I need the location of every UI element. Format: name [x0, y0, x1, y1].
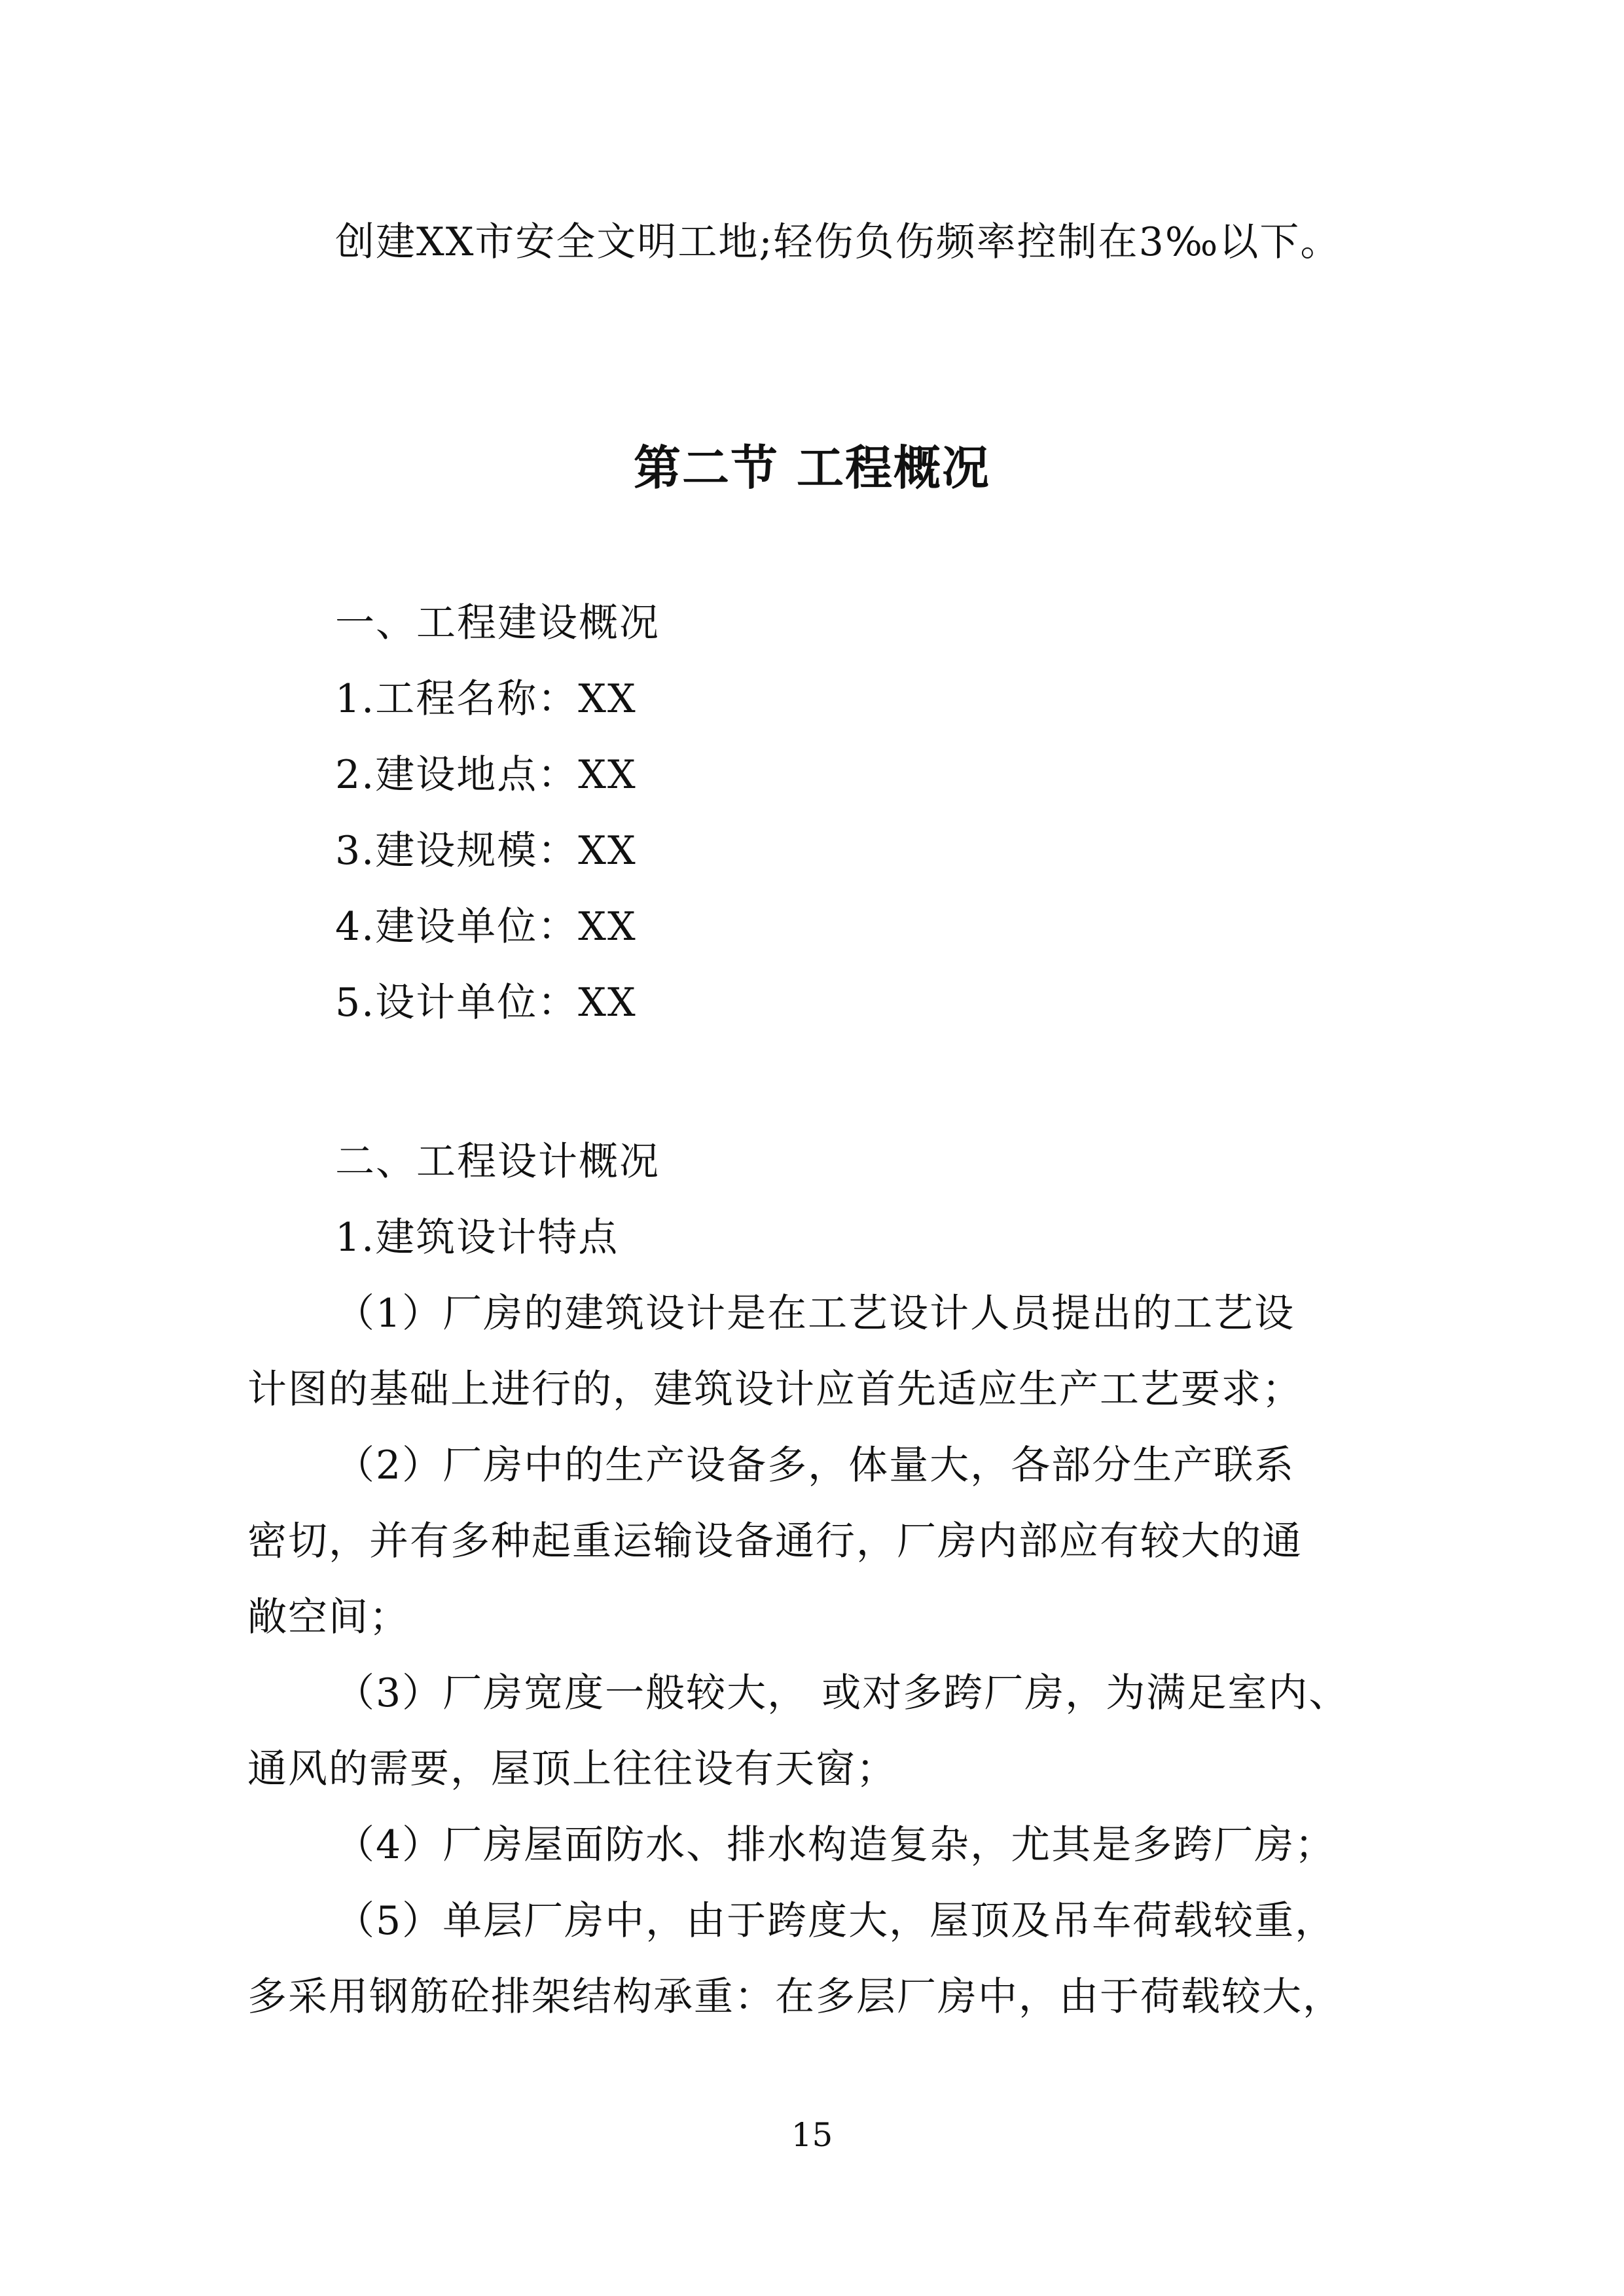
part1-item-3: 3.建设规模：XX — [335, 828, 637, 874]
page-number: 15 — [791, 2116, 833, 2154]
paragraph-line: 多采用钢筋砼排架结构承重：在多层厂房中，由于荷载较大， — [247, 1974, 1343, 2020]
part1-item-5: 5.设计单位：XX — [335, 980, 637, 1026]
part1-heading: 一、工程建设概况 — [335, 600, 660, 646]
part2-subheading: 1.建筑设计特点 — [335, 1215, 619, 1261]
section-title: 第二节 工程概况 — [633, 440, 991, 495]
part1-item-2: 2.建设地点：XX — [335, 752, 637, 798]
paragraph-line: （3）厂房宽度一般较大， 或对多跨厂房，为满足室内、 — [335, 1670, 1350, 1716]
paragraph-line: 通风的需要，屋顶上往往设有天窗； — [247, 1746, 897, 1792]
part1-item-1: 1.工程名称：XX — [335, 676, 637, 722]
paragraph-line: （5）单层厂房中，由于跨度大，屋顶及吊车荷载较重， — [335, 1898, 1336, 1944]
paragraph-line: （1）厂房的建筑设计是在工艺设计人员提出的工艺设 — [335, 1291, 1295, 1336]
intro-line: 创建XX市安全文明工地;轻伤负伤频率控制在3‰以下。 — [335, 219, 1341, 265]
paragraph-line: 密切，并有多种起重运输设备通行，厂房内部应有较大的通 — [247, 1518, 1303, 1564]
part2-heading: 二、工程设计概况 — [335, 1139, 660, 1185]
paragraph-line: （2）厂房中的生产设备多，体量大，各部分生产联系 — [335, 1443, 1295, 1488]
paragraph-line: （4）厂房屋面防水、排水构造复杂，尤其是多跨厂房； — [335, 1822, 1336, 1868]
paragraph-line: 敞空间； — [247, 1594, 410, 1640]
part1-item-4: 4.建设单位：XX — [335, 904, 637, 950]
paragraph-line: 计图的基础上进行的，建筑设计应首先适应生产工艺要求； — [247, 1367, 1303, 1412]
